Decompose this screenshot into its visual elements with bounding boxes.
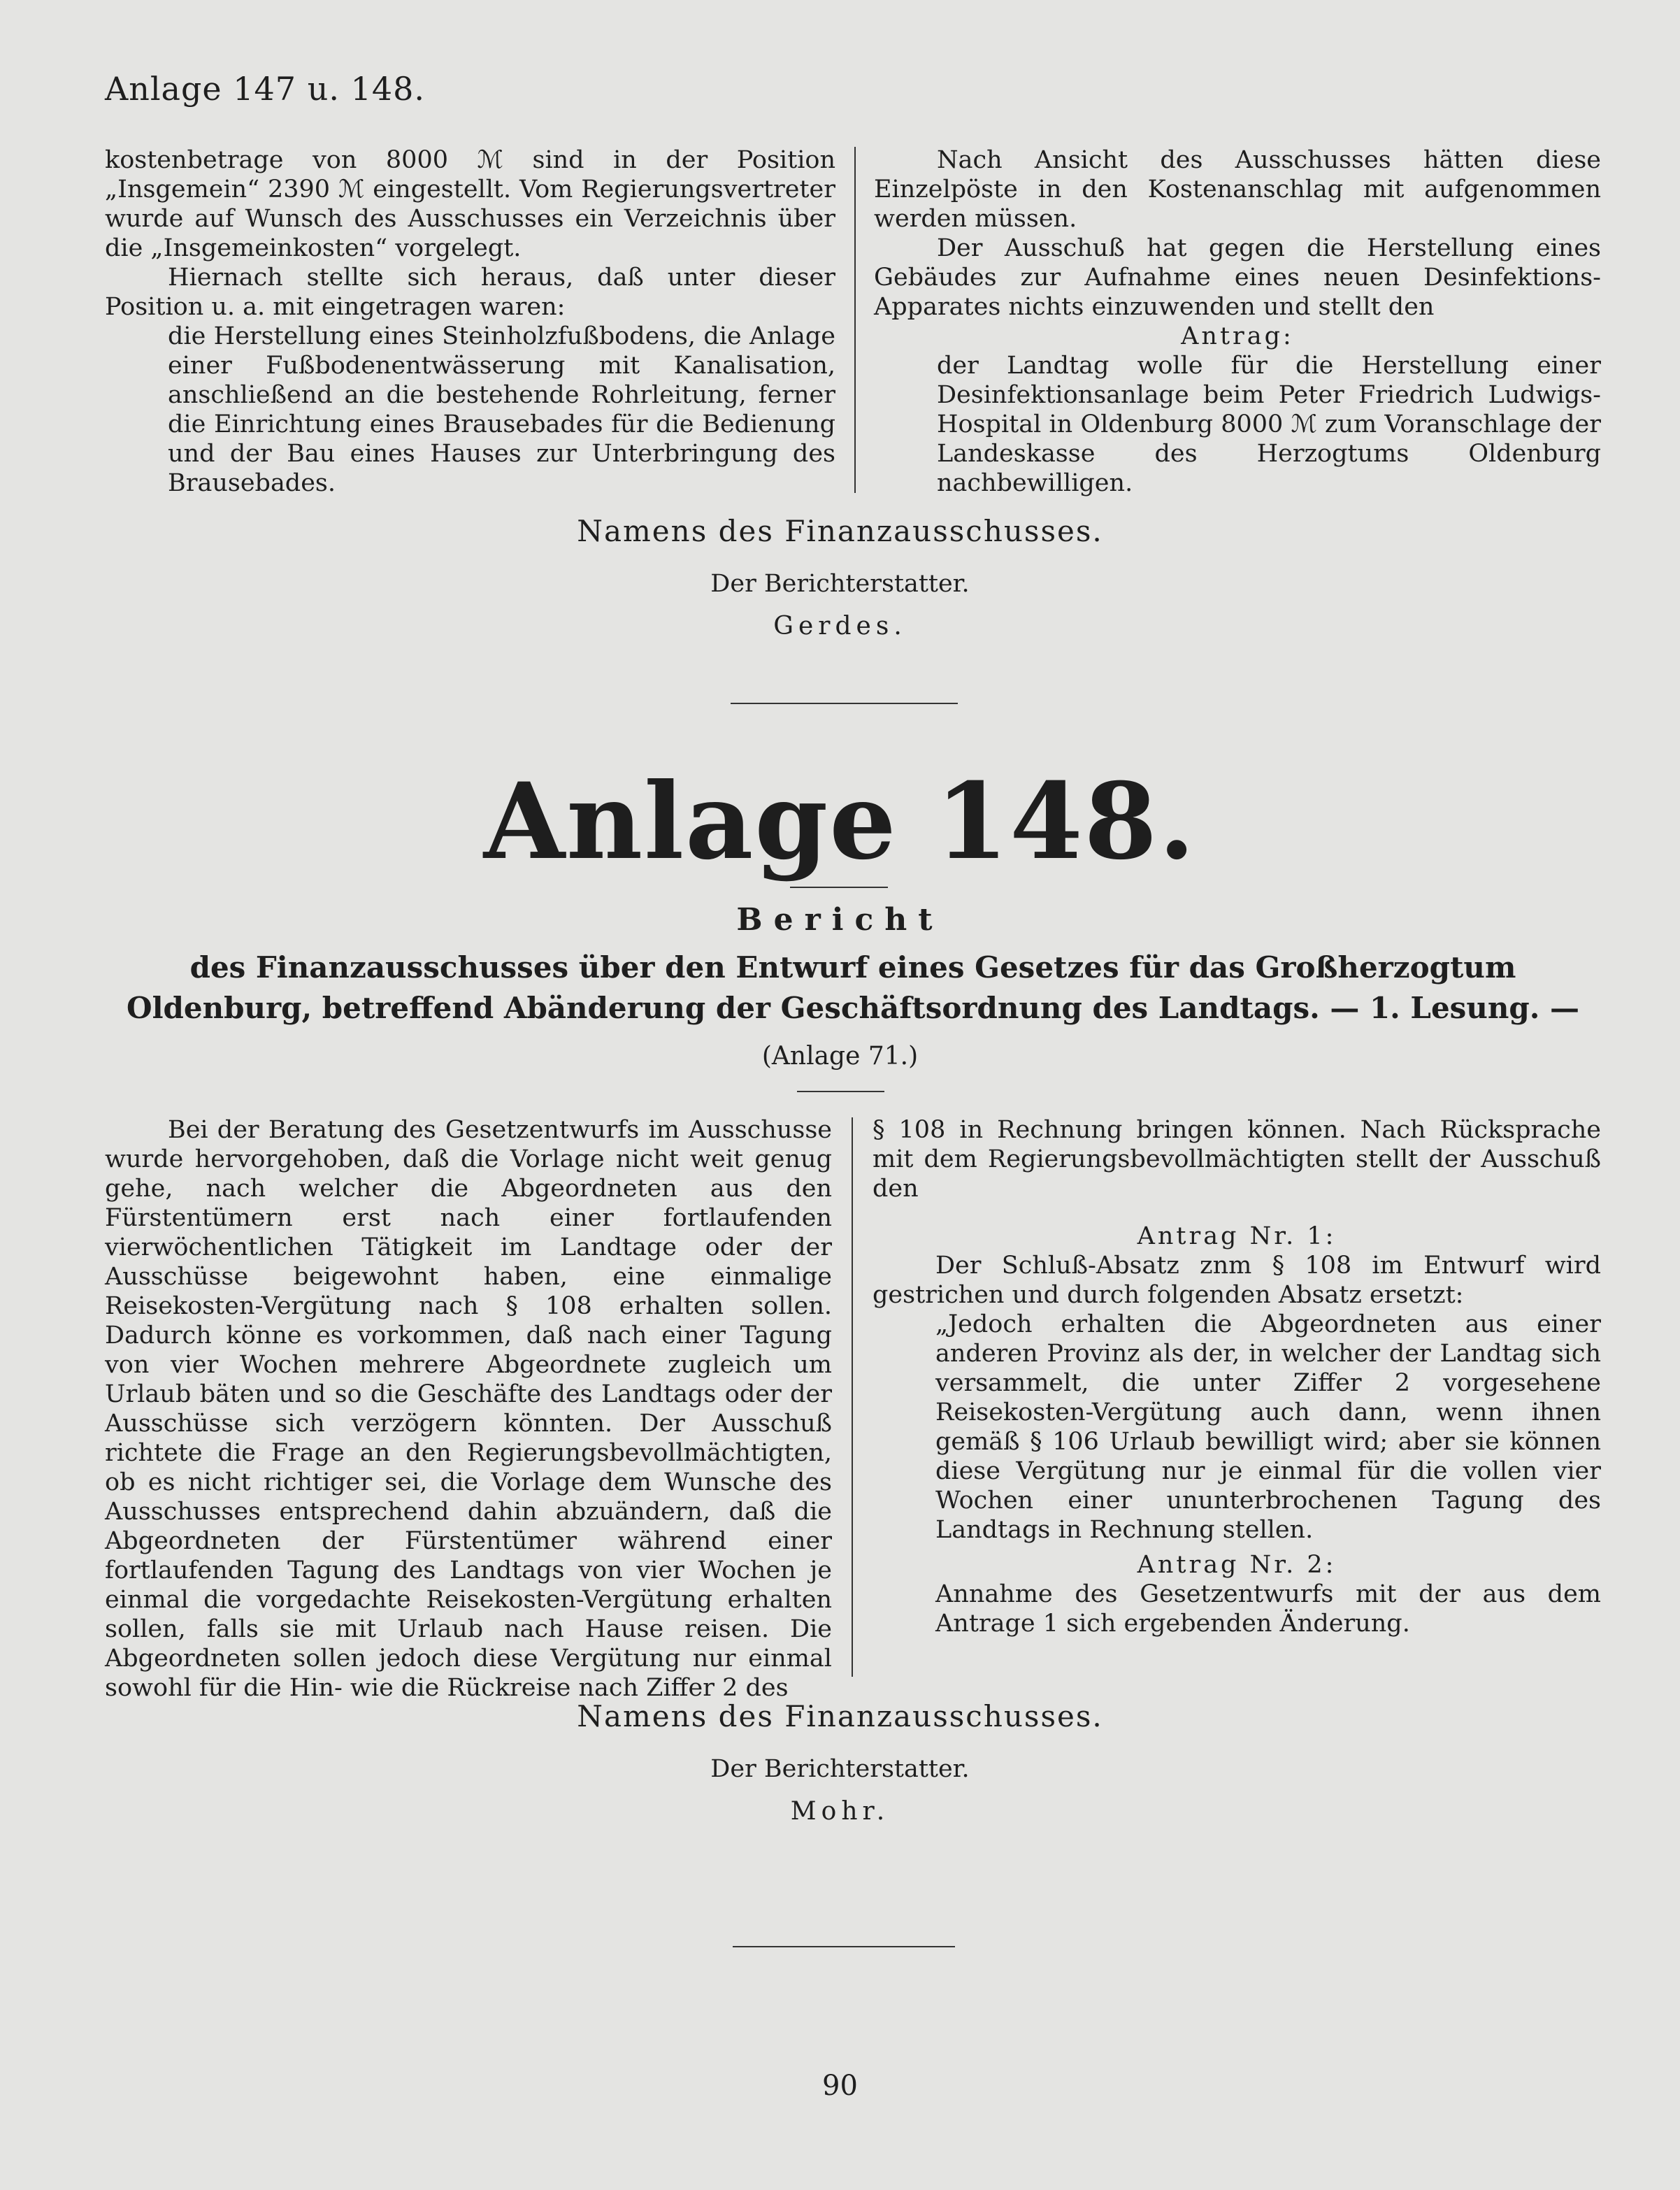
- paragraph: kostenbetrage von 8000 ℳ sind in der Position „Insgemein“ 2390 ℳ eingestellt. Vom Regierungsvertreter wurde auf Wunsch des Ausschusses ein Verzeichnis über die „Insgemeinkosten“ vorgelegt.: [105, 146, 835, 262]
- signature-name: Gerdes.: [773, 612, 907, 640]
- signature-council: Namens des Finanzausschusses.: [577, 1699, 1103, 1733]
- motion-heading: Antrag Nr. 1:: [1137, 1222, 1337, 1250]
- body-left-column: [105, 1115, 832, 1703]
- signature-council: Namens des Finanzausschusses.: [577, 514, 1103, 548]
- report-subject: des Finanzausschusses über den Entwurf eines Gesetzes für das Großherzogtum Oldenburg, betreffend Abänderung der Geschäftsordnung des Landtags. — 1. Lesung. —: [126, 950, 1579, 1025]
- annex-title: Anlage 148.: [483, 760, 1197, 883]
- motion-quote: „Jedoch erhalten die Abgeordneten aus einer anderen Provinz als der, in welcher der Landtag sich versammelt, die unter Ziffer 2 vorgesehene Reisekosten-Vergütung auch dann, wenn ihnen gemäß § 106 Urlaub bewilligt wird; aber sie können diese Vergütung nur je einmal für die vollen vier Wochen einer ununterbrochenen Tagung des Landtags in Rechnung stellen.: [935, 1310, 1601, 1544]
- section-divider: [731, 703, 958, 704]
- signature-name: Mohr.: [790, 1797, 890, 1826]
- title-rule: [790, 887, 888, 888]
- top-right-column: [874, 145, 1601, 498]
- paragraph: die Herstellung eines Steinholzfußbodens, die Anlage einer Fußbodenentwässerung mit Kanalisation, anschließend an die bestehende Rohrleitung, ferner die Einrichtung eines Brausebades für die Bedienung und der Bau eines Hauses zur Unterbringung des Brausebades.: [168, 322, 835, 497]
- report-reference: (Anlage 71.): [761, 1042, 919, 1071]
- paragraph: Der Ausschuß hat gegen die Herstellung eines Gebäudes zur Aufnahme eines neuen Desinfektions-Apparates nichts einzuwenden und stellt den: [874, 234, 1601, 321]
- section-divider: [733, 1946, 955, 1947]
- signature-role: Der Berichterstatter.: [710, 1755, 970, 1783]
- paragraph: Bei der Beratung des Gesetzentwurfs im Ausschusse wurde hervorgehoben, daß die Vorlage nicht weit genug gehe, nach welcher die Abgeordneten aus den Fürstentümern erst nach einer fortlaufenden vierwöchentlichen Tätigkeit im Landtage oder der Ausschüsse beigewohnt haben, eine einmalige Reisekosten-Vergütung nach § 108 erhalten sollen. Dadurch könne es vorkommen, daß nach einer Tagung von vier Wochen mehrere Abgeordnete zugleich um Urlaub bäten und so die Geschäfte des Landtags oder der Ausschüsse sich verzögern könnten. Der Ausschuß richtete die Frage an den Regierungsbevollmächtigten, ob es nicht richtiger sei, die Vorlage dem Wunsche des Ausschusses entsprechend dahin abzuändern, daß die Abgeordneten der Fürstentümer während einer fortlaufenden Tagung des Landtags von vier Wochen je einmal die vorgedachte Reisekosten-Vergütung erhalten sollen, falls sie mit Urlaub nach Hause reisen. Die Abgeordneten sollen jedoch diese Vergütung nur einmal sowohl für die Hin- wie die Rückreise nach Ziffer 2 des: [105, 1116, 832, 1702]
- motion-text: Annahme des Gesetzentwurfs mit der aus dem Antrage 1 sich ergebenden Änderung.: [935, 1580, 1601, 1638]
- motion-heading: Antrag:: [1181, 322, 1294, 350]
- motion-text: Der Schluß-Absatz znm § 108 im Entwurf wird gestrichen und durch folgenden Absatz ersetzt:: [873, 1252, 1601, 1309]
- motion-text: der Landtag wolle für die Herstellung einer Desinfektionsanlage beim Peter Friedrich Ludwigs-Hospital in Oldenburg 8000 ℳ zum Voranschlage der Landeskasse des Herzogtums Oldenburg nachbewilligen.: [937, 352, 1601, 497]
- column-divider: [854, 147, 856, 493]
- column-divider: [852, 1117, 853, 1677]
- motion-heading: Antrag Nr. 2:: [1137, 1551, 1337, 1579]
- running-head: Anlage 147 u. 148.: [105, 70, 425, 108]
- paragraph: Hiernach stellte sich heraus, daß unter dieser Position u. a. mit eingetragen waren:: [105, 264, 835, 321]
- signature-role: Der Berichterstatter.: [710, 570, 970, 598]
- page-number: 90: [822, 2070, 858, 2102]
- paragraph: § 108 in Rechnung bringen können. Nach Rücksprache mit dem Regierungsbevollmächtigten stellt der Ausschuß den: [873, 1116, 1601, 1203]
- paragraph: Nach Ansicht des Ausschusses hätten diese Einzelpöste in den Kostenanschlag mit aufgenommen werden müssen.: [874, 146, 1601, 233]
- top-left-column: [105, 145, 835, 498]
- report-heading: Bericht: [736, 902, 944, 938]
- body-right-column: [873, 1115, 1601, 1638]
- reference-rule: [797, 1091, 884, 1092]
